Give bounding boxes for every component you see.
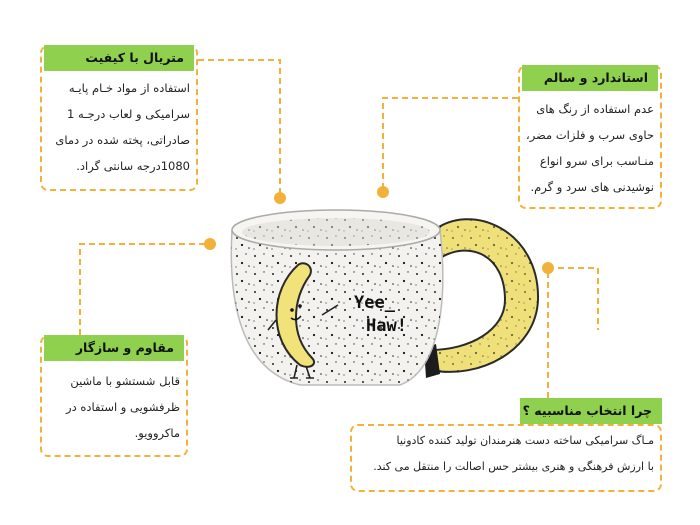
standard-card-title: استاندارد و سالم <box>522 65 658 91</box>
quality-card-title: متریال با کیفیت <box>44 45 194 71</box>
text-line: عدم استفاده از رنگ های <box>536 102 654 116</box>
text-line: با ارزش فرهنگی و هنری بیشتر حس اصالت را منتقل می کند. <box>373 460 654 473</box>
text-line: استفاده از مواد خـام پایـه <box>68 81 190 95</box>
quality-card-text <box>52 75 190 179</box>
why-card-text <box>358 428 654 480</box>
text-line: 1080درجه سانتی گراد. <box>76 159 190 173</box>
mug-text-line2: Haw! <box>366 316 407 336</box>
text-line: قابل شستشو با ماشین <box>70 374 180 388</box>
text-line: منـاسب برای سرو انواع <box>539 154 654 168</box>
mug-text-line1: Yee_ <box>354 293 395 313</box>
text-line: حاوی سرب و فلزات مضر، <box>525 128 654 142</box>
durable-card-text <box>50 368 180 446</box>
text-line: سرامیکی و لعاب درجـه 1 <box>67 107 190 121</box>
why-card-title: چرا انتخاب مناسبیه ؟ <box>520 398 662 424</box>
text-line: نوشیدنی های سرد و گرم. <box>530 180 654 194</box>
mug-body <box>231 210 442 385</box>
standard-card-text <box>526 96 654 200</box>
text-line: ماکروویو. <box>134 426 180 440</box>
text-line: صادراتی، پخته شده در دمای <box>55 133 190 147</box>
text-line: ظرفشویی و استفاده در <box>66 400 180 414</box>
text-line: مـاگ سرامیکی ساخته دست هنرمندان تولید کننده کادونیا <box>396 434 654 447</box>
durable-card-title: مقاوم و سازگار <box>44 335 184 361</box>
